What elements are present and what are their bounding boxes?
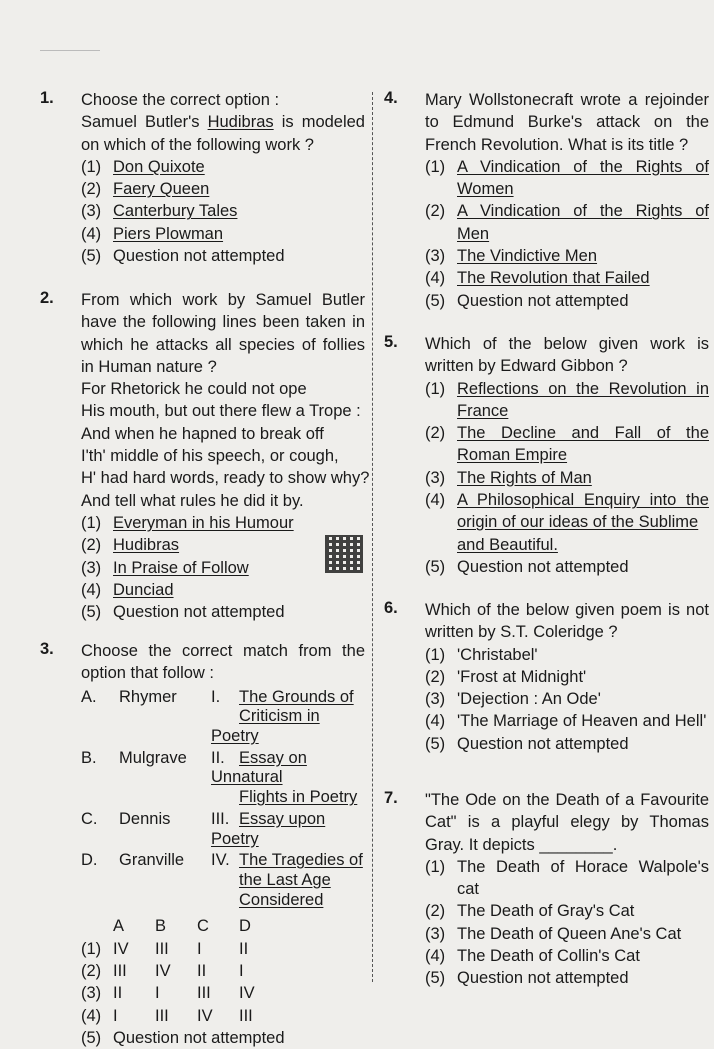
option-4[interactable]: (4) Dunciad (81, 580, 174, 599)
poem-line: His mouth, but out there flew a Trope : (81, 402, 361, 421)
option-5[interactable]: (5) Question not attempted (425, 969, 629, 988)
question-stem-line: on which of the following work ? (81, 135, 314, 154)
option-1[interactable]: (1) 'Christabel' (425, 645, 538, 664)
option-5[interactable]: (5) Question not attempted (81, 247, 285, 266)
question-number: 4. (384, 89, 398, 107)
option-4[interactable]: (4) The Revolution that Failed (425, 269, 650, 288)
option-3[interactable]: (3) The Rights of Man (425, 468, 592, 487)
option-2[interactable]: (2) A Vindication of the Rights of Men (425, 202, 709, 243)
match-work: I. The Grounds of Criticism in Poetry (211, 687, 354, 745)
option-4[interactable]: (4) The Death of Collin's Cat (425, 947, 640, 966)
question-line: Mary Wollstonecraft wrote a rejoinder (425, 91, 709, 109)
question-number: 3. (40, 640, 54, 658)
option-3[interactable]: (3) 'Dejection : An Ode' (425, 690, 601, 709)
question-line: "The Ode on the Death of a Favourite (425, 791, 709, 809)
question-5 (384, 333, 709, 578)
poem-excerpt (81, 378, 370, 512)
match-table (81, 687, 365, 912)
question-line: which he attacks all species of follies (81, 335, 365, 354)
question-number: 1. (40, 89, 54, 107)
question-3 (40, 640, 365, 1049)
option-3[interactable]: (3) II I III IV (81, 984, 255, 1003)
poem-line: H' had hard words, ready to show why? (81, 469, 370, 488)
question-line: Which of the below given poem is not (425, 601, 709, 619)
scan-mark (40, 50, 100, 51)
option-5[interactable]: (5) Question not attempted (425, 291, 629, 310)
question-line: to Edmund Burke's attack on the (425, 113, 709, 132)
question-instruction: Choose the correct option : (81, 91, 280, 109)
poem-line: And tell what rules he did it by. (81, 491, 304, 510)
option-5[interactable]: (5) Question not attempted (425, 557, 629, 576)
question-line: From which work by Samuel Butler (81, 291, 365, 309)
option-4[interactable]: (4) I III IV III (81, 1006, 253, 1025)
poem-line: I'th' middle of his speech, or cough, (81, 447, 339, 466)
answer-header: A B C D (113, 917, 251, 936)
question-line: French Revolution. What is its title ? (425, 135, 689, 154)
option-5[interactable]: (5) Question not attempted (81, 1028, 285, 1047)
question-4 (384, 89, 709, 312)
option-4[interactable]: (4) A Philosophical Enquiry into the origin of our ideas of the Sublime and Beautiful. (425, 491, 709, 554)
match-letter: C. (81, 809, 98, 828)
option-1[interactable]: (1) A Vindication of the Rights of Women (425, 157, 709, 199)
option-2[interactable]: (2) The Decline and Fall of the Roman Empire (425, 424, 709, 465)
match-author: Granville (119, 851, 185, 870)
question-line: written by Edward Gibbon ? (425, 357, 628, 376)
match-letter: A. (81, 687, 97, 706)
match-author: Dennis (119, 809, 171, 828)
question-number: 6. (384, 599, 398, 617)
question-7 (384, 789, 709, 990)
poem-line: For Rhetorick he could not ope (81, 380, 307, 399)
question-line: Which of the below given work is (425, 335, 709, 353)
match-letter: D. (81, 851, 98, 870)
option-5[interactable]: (5) Question not attempted (81, 603, 285, 622)
match-letter: B. (81, 748, 97, 767)
question-number: 7. (384, 789, 398, 807)
question-1 (40, 89, 365, 267)
question-line: written by S.T. Coleridge ? (425, 623, 618, 642)
option-1[interactable]: (1) Everyman in his Humour (81, 513, 294, 532)
question-line: in Human nature ? (81, 357, 217, 376)
question-2 (40, 289, 370, 623)
qr-code-icon (325, 535, 363, 573)
poem-line: And when he hapned to break off (81, 424, 324, 443)
option-5[interactable]: (5) Question not attempted (425, 734, 629, 753)
option-3[interactable]: (3) The Death of Queen Ane's Cat (425, 924, 682, 943)
option-3[interactable]: (3) The Vindictive Men (425, 247, 598, 266)
option-2[interactable]: (2) Hudibras (81, 536, 180, 555)
question-line: Choose the correct match from the (81, 642, 365, 660)
option-2[interactable]: (2) Faery Queen (81, 180, 210, 199)
option-4[interactable]: (4) Piers Plowman (81, 224, 224, 243)
match-author: Mulgrave (119, 748, 187, 767)
question-line: option that follow : (81, 664, 214, 683)
option-3[interactable]: (3) Canterbury Tales (81, 202, 238, 221)
option-1[interactable]: (1) The Death of Horace Walpole's cat (425, 857, 709, 899)
match-work: III. Essay upon Poetry (211, 809, 326, 848)
question-line: Gray. It depicts ________. (425, 835, 618, 854)
match-work: IV. The Tragedies of the Last Age Considered (211, 851, 363, 909)
question-number: 2. (40, 289, 54, 307)
option-1[interactable]: (1) IV III I II (81, 939, 249, 958)
question-line: have the following lines been taken in (81, 313, 365, 332)
question-line: Cat" is a playful elegy by Thomas (425, 813, 709, 832)
question-6 (384, 599, 709, 755)
option-3[interactable]: (3) In Praise of Follow (81, 558, 249, 577)
option-2[interactable]: (2) 'Frost at Midnight' (425, 667, 587, 686)
column-divider (372, 92, 373, 982)
match-author: Rhymer (119, 687, 177, 706)
option-4[interactable]: (4) 'The Marriage of Heaven and Hell' (425, 712, 707, 731)
option-2[interactable]: (2) The Death of Gray's Cat (425, 902, 635, 921)
option-1[interactable]: (1) Don Quixote (81, 157, 205, 176)
option-2[interactable]: (2) III IV II I (81, 961, 244, 980)
match-work: II. Essay on Unnatural Flights in Poetry (211, 748, 358, 807)
question-stem: Samuel Butler's Hudibras is modeled (81, 113, 365, 132)
question-number: 5. (384, 333, 398, 351)
option-1[interactable]: (1) Reflections on the Revolution in France (425, 379, 709, 420)
